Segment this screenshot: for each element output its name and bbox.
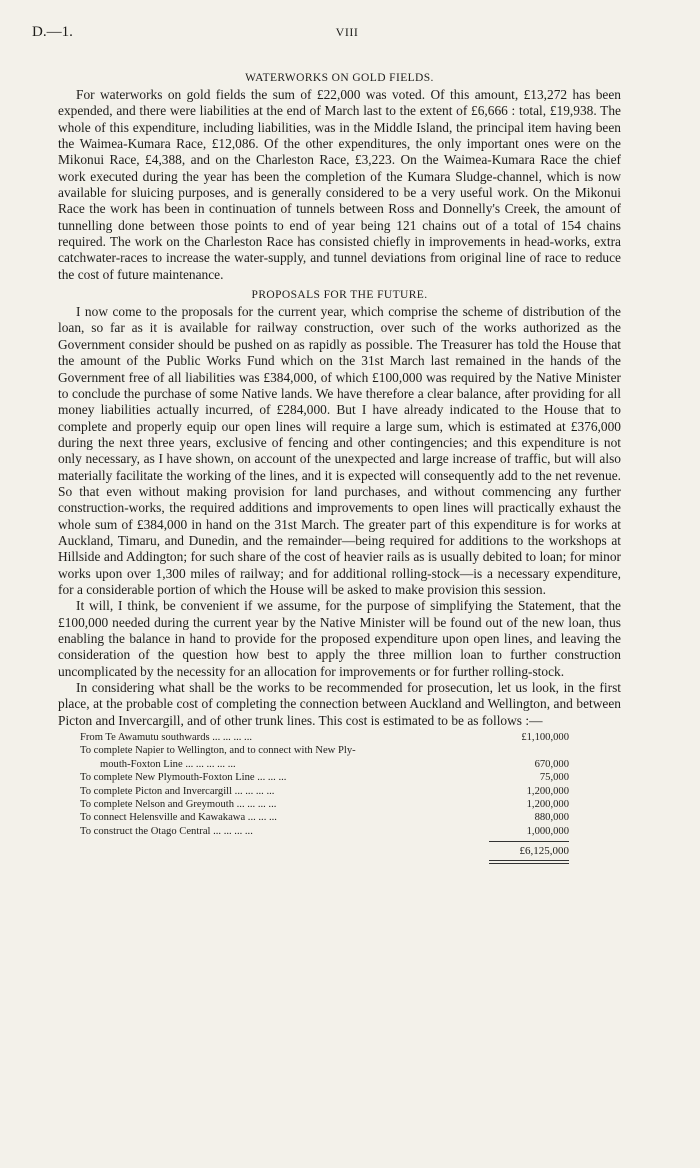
row-amount: 1,000,000 <box>526 825 569 837</box>
paragraph-proposals-3: In considering what shall be the works to be recommended for prosecution, let us look, in the first place, at the probable cost of completing the connection between Auckland and Wellington, and between Picton and Invercargill, and of other trunk lines. This cost is estimated to be as follows :— <box>58 680 621 728</box>
row-description: mouth-Foxton Line ... ... ... ... ... <box>100 758 236 770</box>
row-description: To complete Picton and Invercargill ... ... ... ... <box>80 785 275 797</box>
row-description: To construct the Otago Central ... ... ... ... <box>80 825 253 837</box>
sum-rule <box>489 841 569 842</box>
row-description: To complete Napier to Wellington, and to connect with New Ply- <box>80 745 356 757</box>
row-description: To complete New Plymouth-Foxton Line ... ... ... <box>80 772 287 784</box>
table-row <box>80 731 569 744</box>
section-heading-waterworks: WATERWORKS ON GOLD FIELDS. <box>245 72 434 84</box>
row-amount: £1,100,000 <box>521 732 569 744</box>
cost-estimate-table <box>80 731 569 864</box>
paragraph-proposals-1: I now come to the proposals for the current year, which comprise the scheme of distribution of the loan, so far as it is available for railway construction, over such of the works authorized as the Government consider should be pushed on as rapidly as possible. The Treasurer has told the House that the amount of the Public Works Fund which on the 31st March last remained in the hands of the Government free of all liabilities was £384,000, of which £100,000 was required by the Native Minister to conclude the purchase of some Native lands. We have therefore a clear balance, after providing for all money liabilities actually incurred, of £284,000. But I have already indicated to the House that to complete and properly equip our open lines will require a large sum, which is estimated at £376,000 during the next three years, exclusive of fencing and other contingencies; and this expenditure is not only necessary, as I have shown, on account of the unexpected and large increase of traffic, but will also materially facilitate the working of the lines, and it is expected will consequently add to the net revenue. So that even without making provision for land purchases, and without commencing any further construction-works, the required additions and improvements to open lines will practically exhaust the whole sum of £384,000 in hand on the 31st March. The greater part of this expenditure is for works at Auckland, Timaru, and Dunedin, and the remainder—being required for additions to the workshops at Hillside and Addington; for such share of the cost of heavier rails as is usually debited to loan; for minor works upon over 1,300 miles of railway; and for additional rolling-stock—is a necessary expenditure, for a considerable portion of which the House will be asked to make provision this session. <box>58 304 621 597</box>
table-row <box>80 825 569 838</box>
table-total-row <box>80 845 569 859</box>
table-row <box>80 744 569 757</box>
paragraph-proposals-2: It will, I think, be convenient if we assume, for the purpose of simplifying the Statement, that the £100,000 needed during the current year by the Native Minister will be found out of the new loan, thus enabling the balance in hand to provide for the proposed expenditure upon open lines, and leaving the consideration of the question how best to apply the three million loan to further construction uncomplicated by the necessity for an allocation for improvements or for further rolling-stock. <box>58 598 621 679</box>
table-row <box>80 785 569 798</box>
running-header <box>32 24 662 44</box>
table-row <box>80 811 569 824</box>
row-amount: 75,000 <box>539 772 569 784</box>
table-row <box>80 798 569 811</box>
table-row <box>80 771 569 784</box>
row-amount: 1,200,000 <box>526 799 569 811</box>
paragraph-waterworks: For waterworks on gold fields the sum of £22,000 was voted. Of this amount, £13,272 has been expended, and there were liabilities at the end of March last to the extent of £6,666 : total, £19,938. The whole of this expenditure, including liabilities, was in the Middle Island, the principal item having been the Waimea-Kumara Race, £12,086. Of the other expenditures, the only important ones were on the Mikonui Race, £4,388, and on the Charleston Race, £3,223. On the Waimea-Kumara Race the chief work executed during the year has been the completion of the Kumara Sludge-channel, which is now available for sluicing purposes, and is generally considered to be a very useful work. On the Mikonui Race the work has been in continuation of tunnels between Ross and Donnelly's Creek, the amount of tunnelling done between those points to end of year being 121 chains out of a total of 154 chains required. The work on the Charleston Race has consisted chiefly in improvements in head-works, extra catchwater-races to increase the water-supply, and tunnel deviations from original line of race to reduce the cost of future maintenance. <box>58 87 621 282</box>
row-description: To connect Helensville and Kawakawa ... ... ... <box>80 812 277 824</box>
row-amount: 1,200,000 <box>526 785 569 797</box>
document-reference: D.—1. <box>32 24 73 40</box>
row-amount: 880,000 <box>534 812 569 824</box>
row-description: To complete Nelson and Greymouth ... ... ... ... <box>80 799 277 811</box>
body-text <box>58 72 621 864</box>
section-heading-proposals: PROPOSALS FOR THE FUTURE. <box>251 289 428 302</box>
row-description: From Te Awamutu southwards ... ... ... ... <box>80 732 252 744</box>
row-amount: 670,000 <box>534 758 569 770</box>
page-number: VIII <box>335 25 359 39</box>
total-amount: £6,125,000 <box>519 845 569 858</box>
table-row <box>80 758 569 771</box>
double-rule <box>489 860 569 864</box>
